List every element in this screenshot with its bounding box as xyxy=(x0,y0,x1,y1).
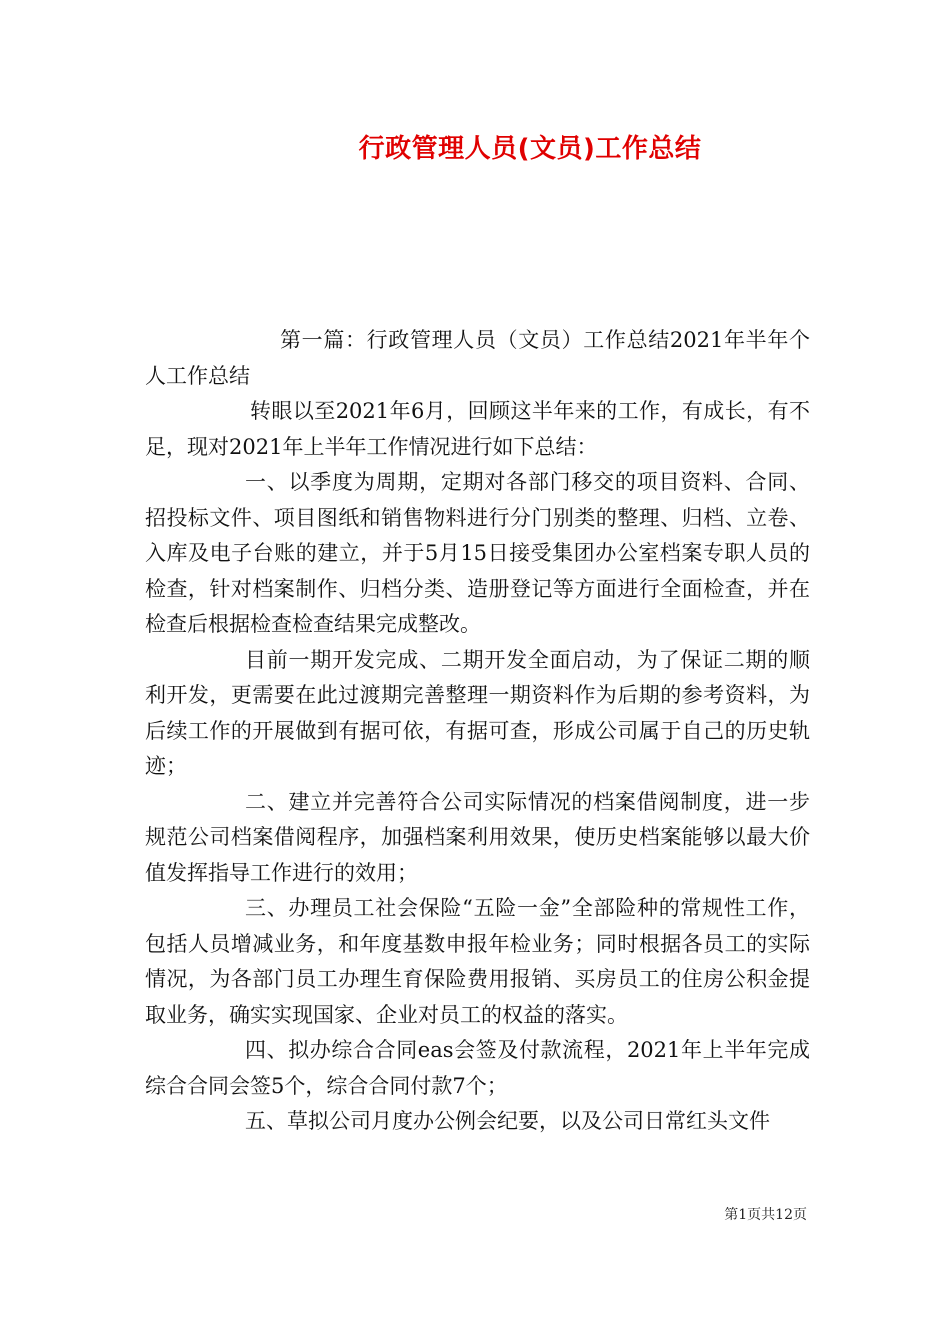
paragraph-6: 三、办理员工社会保险“五险一金”全部险种的常规性工作，包括人员增减业务，和年度基数申报年检业务；同时根据各员工的实际情况，为各部门员工办理生育保险费用报销、买房员工的住房公积金提取业务，确实实现国家、企业对员工的权益的落实。 xyxy=(145,896,810,1027)
page-number: 第1页共12页 xyxy=(724,1207,807,1223)
paragraph-7: 四、拟办综合合同eas会签及付款流程，2021年上半年完成综合合同会签5个，综合合同付款7个； xyxy=(145,1038,810,1098)
document-body xyxy=(145,323,810,1140)
paragraph-5: 二、建立并完善符合公司实际情况的档案借阅制度，进一步规范公司档案借阅程序，加强档案利用效果，使历史档案能够以最大价值发挥指导工作进行的效用； xyxy=(145,789,810,885)
document-title: 行政管理人员(文员)工作总结 xyxy=(358,134,702,164)
paragraph-3: 一、以季度为周期，定期对各部门移交的项目资料、合同、招投标文件、项目图纸和销售物料进行分门别类的整理、归档、立卷、入库及电子台账的建立，并于5月15日接受集团办公室档案专职人员的检查，针对档案制作、归档分类、造册登记等方面进行全面检查，并在检查后根据检查检查结果完成整改。 xyxy=(145,470,810,636)
paragraph-1: 第一篇：行政管理人员（文员）工作总结2021年半年个人工作总结 xyxy=(145,328,810,388)
paragraph-8: 五、草拟公司月度办公例会纪要，以及公司日常红头文件 xyxy=(245,1109,770,1133)
paragraph-4: 目前一期开发完成、二期开发全面启动，为了保证二期的顺利开发，更需要在此过渡期完善整理一期资料作为后期的参考资料，为后续工作的开展做到有据可依，有据可查，形成公司属于自己的历史轨迹； xyxy=(145,647,810,778)
paragraph-2: 转眼以至2021年6月，回顾这半年来的工作，有成长，有不足，现对2021年上半年工作情况进行如下总结： xyxy=(145,399,810,459)
